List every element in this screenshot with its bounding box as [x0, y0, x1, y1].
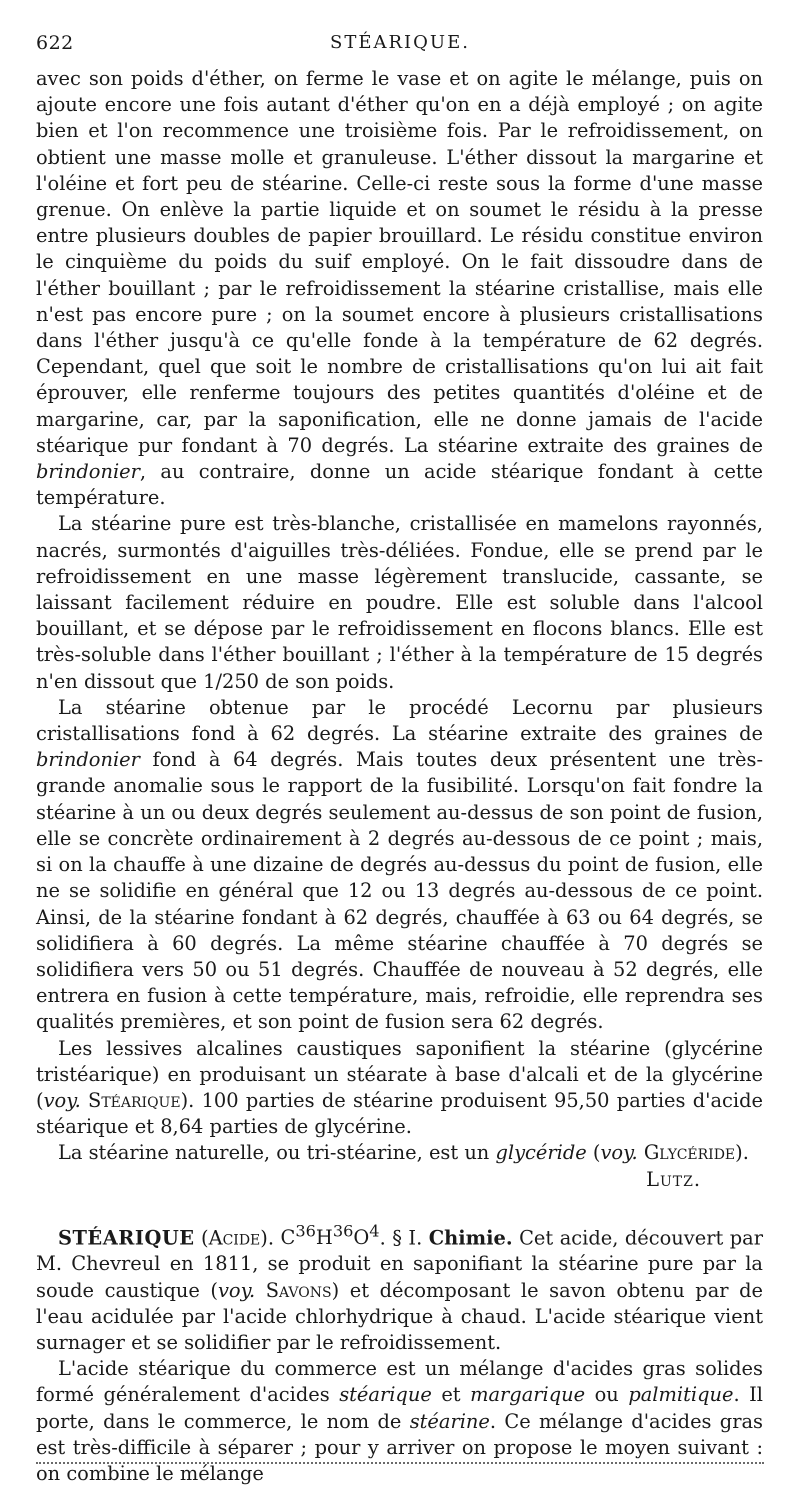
italic-term: glycéride [495, 1141, 587, 1165]
footer-rule [36, 1462, 764, 1464]
page-number: 622 [36, 32, 74, 54]
italic-term: palmitique [628, 1383, 734, 1407]
page-header [36, 32, 764, 58]
article-entry: STÉARIQUE (Acide). $C^{36}H^{36}O^4$. § I. Chimie. Cet acide, découvert par M. Chevreul en 1811, se produit en saponifiant la stéarine pure par la soude caustique (voy. Savons) et décomposant le savon obtenu par de l'eau acidulée par l'acide chlorhydrique à chaud. L'acide stéarique vient surnager et se solidifier par le refroidissement. [36, 1221, 764, 1355]
article-headword: STÉARIQUE [58, 1226, 195, 1250]
italic-term: brindonier [36, 748, 140, 772]
cross-reference: Glycéride [643, 1141, 736, 1165]
paragraph: La stéarine obtenue par le procédé Lecornu par plusieurs cristallisations fond à 62 degrés. La stéarine extraite des graines de brindonier fond à 64 degrés. Mais toutes deux présentent une très-grande anomalie sous le rapport de la fusibilité. Lorsqu'on fait fondre la stéarine à un ou deux degrés seulement au-dessus de son point de fusion, elle se concrète ordinairement à 2 degrés au-dessous de ce point ; mais, si on la chauffe à une dizaine de degrés au-dessus du point de fusion, elle ne se solidifie en général que 12 ou 13 degrés au-dessous de ce point. Ainsi, de la stéarine fondant à 62 degrés, chauffée à 63 ou 64 degrés, se solidifiera à 60 degrés. La même stéarine chauffée à 70 degrés se solidifiera vers 50 ou 51 degrés. Chauffée de nouveau à 52 degrés, elle entrera en fusion à cette température, mais, refroidie, elle reprendra ses qualités premières, et son point de fusion sera 62 degrés. [36, 695, 763, 1034]
running-title: STÉARIQUE. [330, 32, 470, 53]
body-text [36, 66, 763, 1487]
author-signature: Lutz. [646, 1167, 701, 1191]
chemical-formula: $C^{36}H^{36}O^4$ [280, 1221, 380, 1250]
cross-reference-voy: voy. [217, 1278, 256, 1302]
paragraph: avec son poids d'éther, on ferme le vase et on agite le mélange, puis on ajoute encore une fois autant d'éther qu'on en a déjà employé ; on agite bien et l'on recommence une troisième fois. Par le refroidissement, on obtient une masse molle et granuleuse. L'éther dissout la margarine et l'oléine et fort peu de stéarine. Celle-ci reste sous la forme d'une masse grenue. On enlève la partie liquide et on soumet le résidu à la presse entre plusieurs doubles de papier brouillard. Le résidu constitue environ le cinquième du poids du suif employé. On le fait dissoudre dans de l'éther bouillant ; par le refroidissement la stéarine cristallise, mais elle n'est pas encore pure ; on la soumet encore à plusieurs cristallisations dans l'éther jusqu'à ce qu'elle fonde à la température de 62 degrés. Cependant, quel que soit le nombre de cristallisations qu'on lui ait fait éprouver, elle renferme toujours des petites quantités d'oléine et de margarine, car, par la saponification, elle ne donne jamais de l'acide stéarique pur fondant à 70 degrés. La stéarine extraite des graines de brindonier, au contraire, donne un acide stéarique fondant à cette température. [36, 67, 763, 510]
italic-term: stéarine [409, 1409, 490, 1433]
cross-reference-voy: voy. [600, 1141, 638, 1165]
paragraph: La stéarine naturelle, ou tri-stéarine, est un glycéride (voy. Glycéride). [58, 1141, 749, 1165]
italic-term: margarique [470, 1383, 586, 1407]
paragraph: L'acide stéarique du commerce est un mélange d'acides gras solides formé généralement d'acides stéarique et margarique ou palmitique. Il porte, dans le commerce, le nom de stéarine. Ce mélange d'acides gras est très-difficile à séparer ; pour y arriver on propose le moyen suivant : on combine le mélange [36, 1357, 763, 1486]
cross-reference: Savons [265, 1278, 332, 1302]
paragraph: Les lessives alcalines caustiques saponifient la stéarine (glycérine tristéarique) en produisant un stéarate à base d'alcali et de la glycérine (voy. Stéarique). 100 parties de stéarine produisent 95,50 parties d'acide stéarique et 8,64 parties de glycérine. [36, 1036, 763, 1139]
italic-term: stéarique [339, 1383, 432, 1407]
paragraph: La stéarine pure est très-blanche, cristallisée en mamelons rayonnés, nacrés, surmontés d'aiguilles très-déliées. Fondue, elle se prend par le refroidissement en une masse légèrement translucide, cassante, se laissant facilement réduire en poudre. Elle est soluble dans l'alcool bouillant, et se dépose par le refroidissement en flocons blancs. Elle est très-soluble dans l'éther bouillant ; l'éther à la température de 15 degrés n'en dissout que 1/250 de son poids. [36, 512, 763, 693]
headword-qualifier: (Acide). [194, 1226, 281, 1250]
section-title: Chimie. [428, 1226, 513, 1250]
cross-reference-voy: voy. [43, 1088, 81, 1112]
italic-term: brindonier [36, 460, 140, 484]
cross-reference: Stéarique [88, 1088, 181, 1112]
